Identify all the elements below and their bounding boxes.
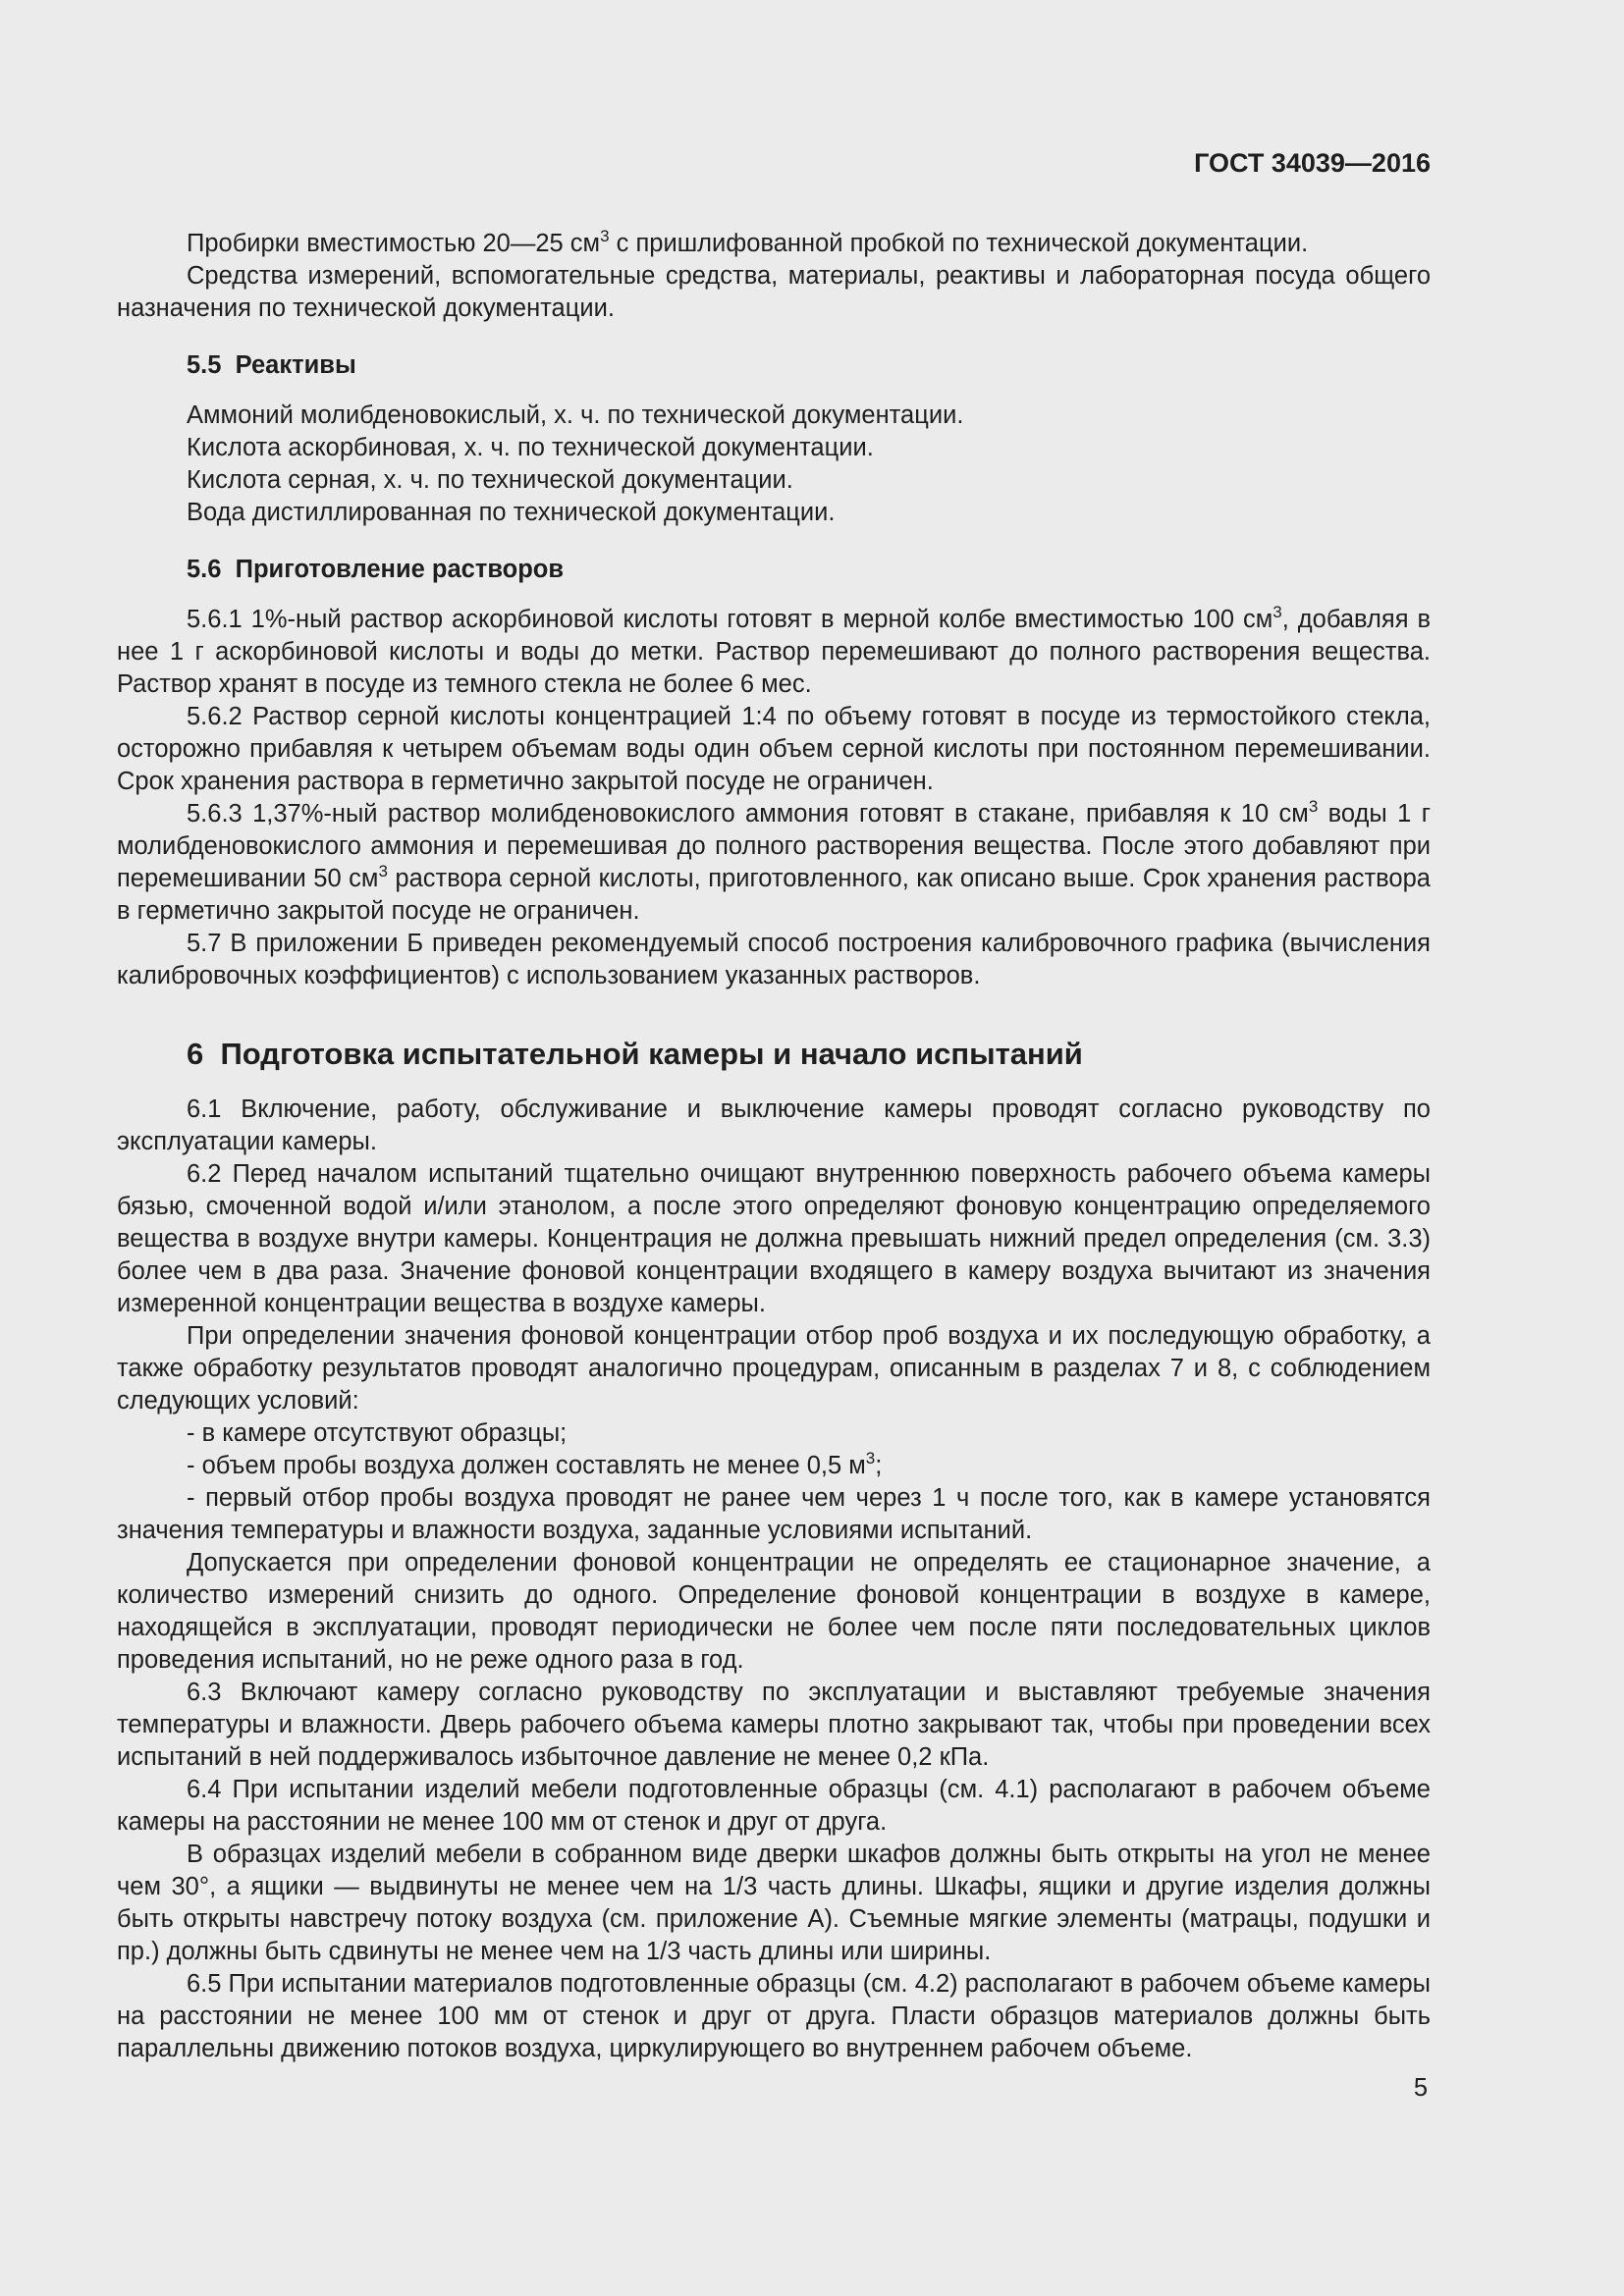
paragraph-6-2: 6.2 Перед началом испытаний тщательно очищают внутреннюю поверхность рабочего объема камеры бязью, смоченной водой и/или этанолом, а после этого определяют фоновую концентрацию определяемого вещества в воздухе внутри камеры. Концентрация не должна превышать нижний предел определения (см. 3.3) более чем в два раза. Значение фоновой концентрации входящего в камеру воздуха вычитают из значения измеренной концентрации вещества в воздухе камеры. bbox=[117, 1160, 1431, 1317]
reagent-item: Аммоний молибденовокислый, х. ч. по технической документации. bbox=[187, 401, 964, 429]
heading-solutions: 5.6 Приготовление растворов bbox=[187, 556, 565, 583]
condition-item: - объем пробы воздуха должен составлять не менее 0,5 $м^3$; bbox=[187, 1449, 883, 1479]
document-id-header: ГОСТ 34039—2016 bbox=[1194, 148, 1431, 178]
paragraph-5-6-3: 5.6.3 1,37%-ный раствор молибденовокислого аммония готовят в стакане, прибавляя к 10 $см^3$ воды 1 г молибденовокислого аммония и перемешивая до полного растворения вещества. После этого добавляют при перемешивании 50 $см^3$ раствора серной кислоты, приготовленного, как описано выше. Срок хранения раствора в герметично закрытой посуде не ограничен. bbox=[117, 797, 1432, 925]
paragraph-6-4: 6.4 При испытании изделий мебели подготовленные образцы (см. 4.1) располагают в рабочем объеме камеры на расстоянии не менее 100 мм от стенок и друг от друга. bbox=[117, 1776, 1431, 1836]
reagent-item: Кислота серная, х. ч. по технической документации. bbox=[187, 466, 793, 494]
heading-reagents: 5.5 Реактивы bbox=[187, 351, 356, 379]
page-number: 5 bbox=[1413, 2074, 1428, 2102]
paragraph-6-4-furniture: В образцах изделий мебели в собранном виде дверки шкафов должны быть открыты на угол не менее чем 30°, а ящики — выдвинуты не менее чем на 1/3 часть длины. Шкафы, ящики и другие изделия должны быть открыты навстречу потоку воздуха (см. приложение А). Съемные мягкие элементы (матрацы, подушки и пр.) должны быть сдвинуты не менее чем на 1/3 часть длины или ширины. bbox=[117, 1841, 1431, 1965]
paragraph-6-1: 6.1 Включение, работу, обслуживание и выключение камеры проводят согласно руководству по эксплуатации камеры. bbox=[117, 1095, 1431, 1155]
heading-section-6: 6 Подготовка испытательной камеры и начало испытаний bbox=[187, 1037, 1083, 1071]
paragraph-6-2-allowance: Допускается при определении фоновой концентрации не определять ее стационарное значение, а количество измерений снизить до одного. Определение фоновой концентрации в воздухе в камере, находящейся в эксплуатации, проводят периодически не более чем после пяти последовательных циклов проведения испытаний, но не реже одного раза в год. bbox=[117, 1549, 1431, 1674]
paragraph-5-7: 5.7 В приложении Б приведен рекомендуемый способ построения калибровочного графика (вычисления калибровочных коэффициентов) с использованием указанных растворов. bbox=[117, 930, 1431, 989]
paragraph-6-5: 6.5 При испытании материалов подготовленные образцы (см. 4.2) располагают в рабочем объеме камеры на расстоянии не менее 100 мм от стенок и друг от друга. Пласти образцов материалов должны быть параллельны движению потоков воздуха, циркулирующего во внутреннем рабочем объеме. bbox=[117, 1970, 1431, 2062]
reagent-item: Кислота аскорбиновая, х. ч. по технической документации. bbox=[187, 434, 874, 461]
condition-item: - первый отбор пробы воздуха проводят не ранее чем через 1 ч после того, как в камере установятся значения температуры и влажности воздуха, заданные условиями испытаний. bbox=[117, 1484, 1431, 1544]
paragraph-6-3: 6.3 Включают камеру согласно руководству по эксплуатации и выставляют требуемые значения температуры и влажности. Дверь рабочего объема камеры плотно закрывают так, чтобы при проведении всех испытаний в ней поддерживалось избыточное давление не менее 0,2 кПа. bbox=[117, 1679, 1431, 1771]
paragraph-test-tubes: Пробирки вместимостью 20—25 $см^3$ с пришлифованной пробкой по технической документации. bbox=[187, 227, 1309, 257]
paragraph-6-2-conditions-intro: При определении значения фоновой концентрации отбор проб воздуха и их последующую обработку, а также обработку результатов проводят аналогично процедурам, описанным в разделах 7 и 8, с соблюдением следующих условий: bbox=[117, 1322, 1431, 1415]
condition-item: - в камере отсутствуют образцы; bbox=[187, 1419, 568, 1447]
reagent-item: Вода дистиллированная по технической документации. bbox=[187, 499, 836, 526]
paragraph-5-6-2: 5.6.2 Раствор серной кислоты концентрацией 1:4 по объему готовят в посуде из термостойкого стекла, осторожно прибавляя к четырем объемам воды один объем серной кислоты при постоянном перемешивании. Срок хранения раствора в герметично закрытой посуде не ограничен. bbox=[117, 703, 1431, 795]
paragraph-measuring-means: Средства измерений, вспомогательные средства, материалы, реактивы и лабораторная посуда общего назначения по технической документации. bbox=[117, 262, 1431, 322]
paragraph-5-6-1: 5.6.1 1%-ный раствор аскорбиновой кислоты готовят в мерной колбе вместимостью 100 $см^3$, добавляя в нее 1 г аскорбиновой кислоты и воды до метки. Раствор перемешивают до полного растворения вещества. Раствор хранят в посуде из темного стекла не более 6 мес. bbox=[117, 603, 1432, 698]
